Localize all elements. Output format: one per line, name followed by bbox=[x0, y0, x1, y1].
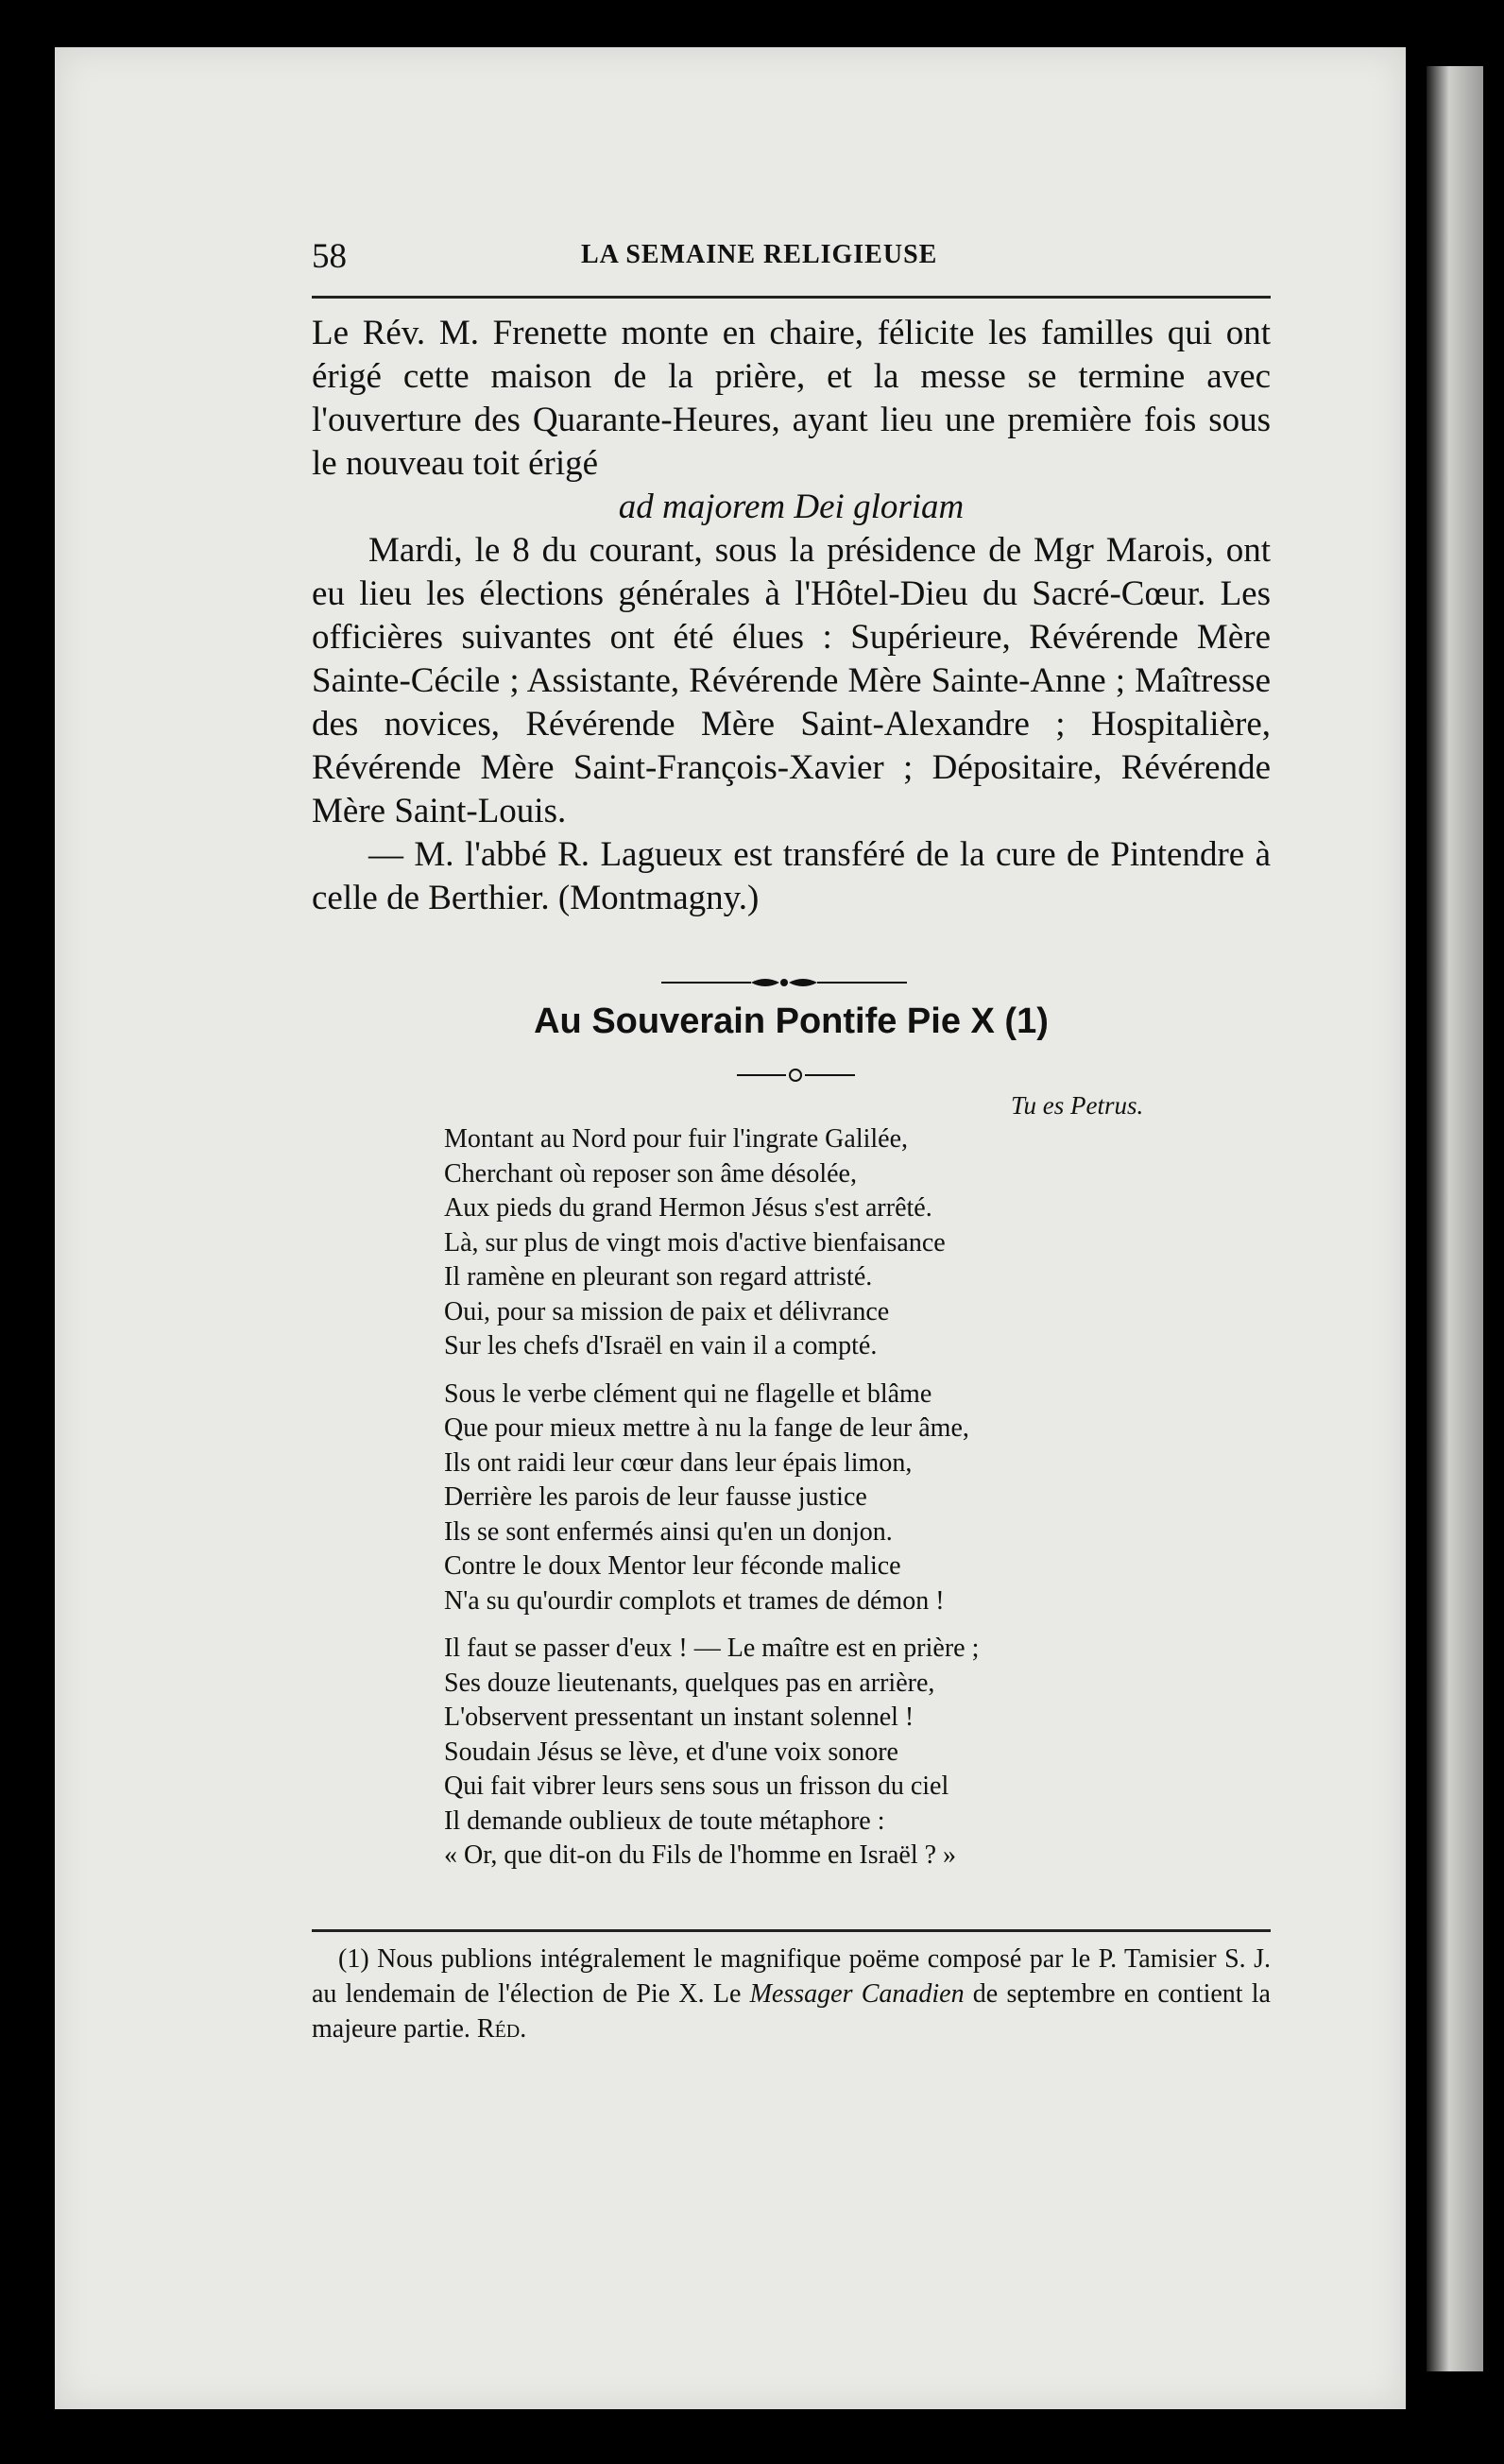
poem-line: L'observent pressentant un instant solennel ! bbox=[444, 1703, 914, 1732]
poem-title: Au Souverain Pontife Pie X (1) bbox=[534, 1001, 1049, 1041]
paragraph-frenette: Le Rév. M. Frenette monte en chaire, félicite les familles qui ont érigé cette maison de la prière, et la messe se termine avec l'ouverture des Quarante-Heures, ayant lieu une première fois sous le nouveau toit érigé bbox=[312, 314, 1271, 483]
poem-line: Il ramène en pleurant son regard attristé. bbox=[444, 1262, 873, 1292]
poem-line: Ils se sont enfermés ainsi qu'en un donjon. bbox=[444, 1516, 893, 1547]
paragraph-elections: Mardi, le 8 du courant, sous la présidence de Mgr Marois, ont eu lieu les élections générales à l'Hôtel-Dieu du Sacré-Cœur. Les officières suivantes ont été élues : Supérieure, Révérende Mère Sainte-Cécile ; Assistante, Révérende Mère Sainte-Anne ; Maîtresse des novices, Révérende Mère Saint-Alexandre ; Hospitalière, Révérende Mère Saint-François-Xavier ; Dépositaire, Révérende Mère Saint-Louis. bbox=[312, 531, 1271, 830]
running-head: LA SEMAINE RELIGIEUSE bbox=[581, 240, 938, 269]
poem-line: Il faut se passer d'eux ! — Le maître est en prière ; bbox=[444, 1634, 980, 1663]
footnote-rule bbox=[312, 1929, 1271, 1932]
article-body bbox=[312, 312, 1271, 920]
poem-line: Montant au Nord pour fuir l'ingrate Galilée, bbox=[444, 1124, 909, 1154]
stanza-2 bbox=[444, 1377, 1294, 1619]
poem-body bbox=[444, 1122, 1294, 1887]
poem-line: Cherchant où reposer son âme désolée, bbox=[444, 1158, 857, 1189]
poem-line: Aux pieds du grand Hermon Jésus s'est arrêté. bbox=[444, 1193, 932, 1223]
footnote-text-b: de septembre en contient la majeure partie. bbox=[312, 1979, 1271, 2044]
footnote bbox=[312, 1942, 1271, 2046]
poem-line: Derrière les parois de leur fausse justice bbox=[444, 1482, 867, 1512]
poem-line: Contre le doux Mentor leur féconde malice bbox=[444, 1551, 901, 1581]
poem-line: Là, sur plus de vingt mois d'active bienfaisance bbox=[444, 1227, 946, 1258]
poem-line: Ils ont raidi leur cœur dans leur épais limon, bbox=[444, 1447, 913, 1478]
adjacent-page-edge bbox=[1427, 66, 1483, 2371]
motto: ad majorem Dei gloriam bbox=[618, 488, 965, 526]
poem-line: Ses douze lieutenants, quelques pas en arrière, bbox=[444, 1668, 935, 1698]
poem-line: Soudain Jésus se lève, et d'une voix sonore bbox=[444, 1737, 898, 1767]
stanza-1 bbox=[444, 1122, 1294, 1364]
poem-epigraph: Tu es Petrus. bbox=[1011, 1091, 1144, 1120]
stanza-3 bbox=[444, 1632, 1294, 1874]
poem-line: Il demande oublieux de toute métaphore : bbox=[444, 1805, 885, 1836]
page-header bbox=[312, 236, 1271, 283]
section-ornament bbox=[661, 973, 907, 992]
footnote-periodical: Messager Canadien bbox=[749, 1979, 965, 2009]
poem-line: Sur les chefs d'Israël en vain il a compté. bbox=[444, 1331, 878, 1360]
poem-line: Oui, pour sa mission de paix et délivrance bbox=[444, 1296, 890, 1326]
page-number: 58 bbox=[312, 237, 347, 276]
footnote-marker: (1) bbox=[338, 1944, 369, 1974]
poem-line: Sous le verbe clément qui ne flagelle et blâme bbox=[444, 1378, 932, 1409]
poem-line: N'a su qu'ourdir complots et trames de démon ! bbox=[444, 1585, 945, 1616]
footnote-signature: Réd. bbox=[476, 2014, 527, 2044]
poem-line: Que pour mieux mettre à nu la fange de leur âme, bbox=[444, 1413, 969, 1443]
footnote-text-a: Nous publions intégralement le magnifique poëme composé par le P. Tamisier S. J. au lendemain de l'élection de Pie X. Le bbox=[312, 1944, 1271, 2009]
poem-line: « Or, que dit-on du Fils de l'homme en Israël ? » bbox=[444, 1840, 957, 1870]
title-ornament bbox=[737, 1068, 855, 1083]
poem-line: Qui fait vibrer leurs sens sous un frisson du ciel bbox=[444, 1771, 949, 1801]
paragraph-lagueux: — M. l'abbé R. Lagueux est transféré de la cure de Pintendre à celle de Berthier. (Montmagny.) bbox=[312, 835, 1271, 917]
header-rule bbox=[312, 296, 1271, 299]
